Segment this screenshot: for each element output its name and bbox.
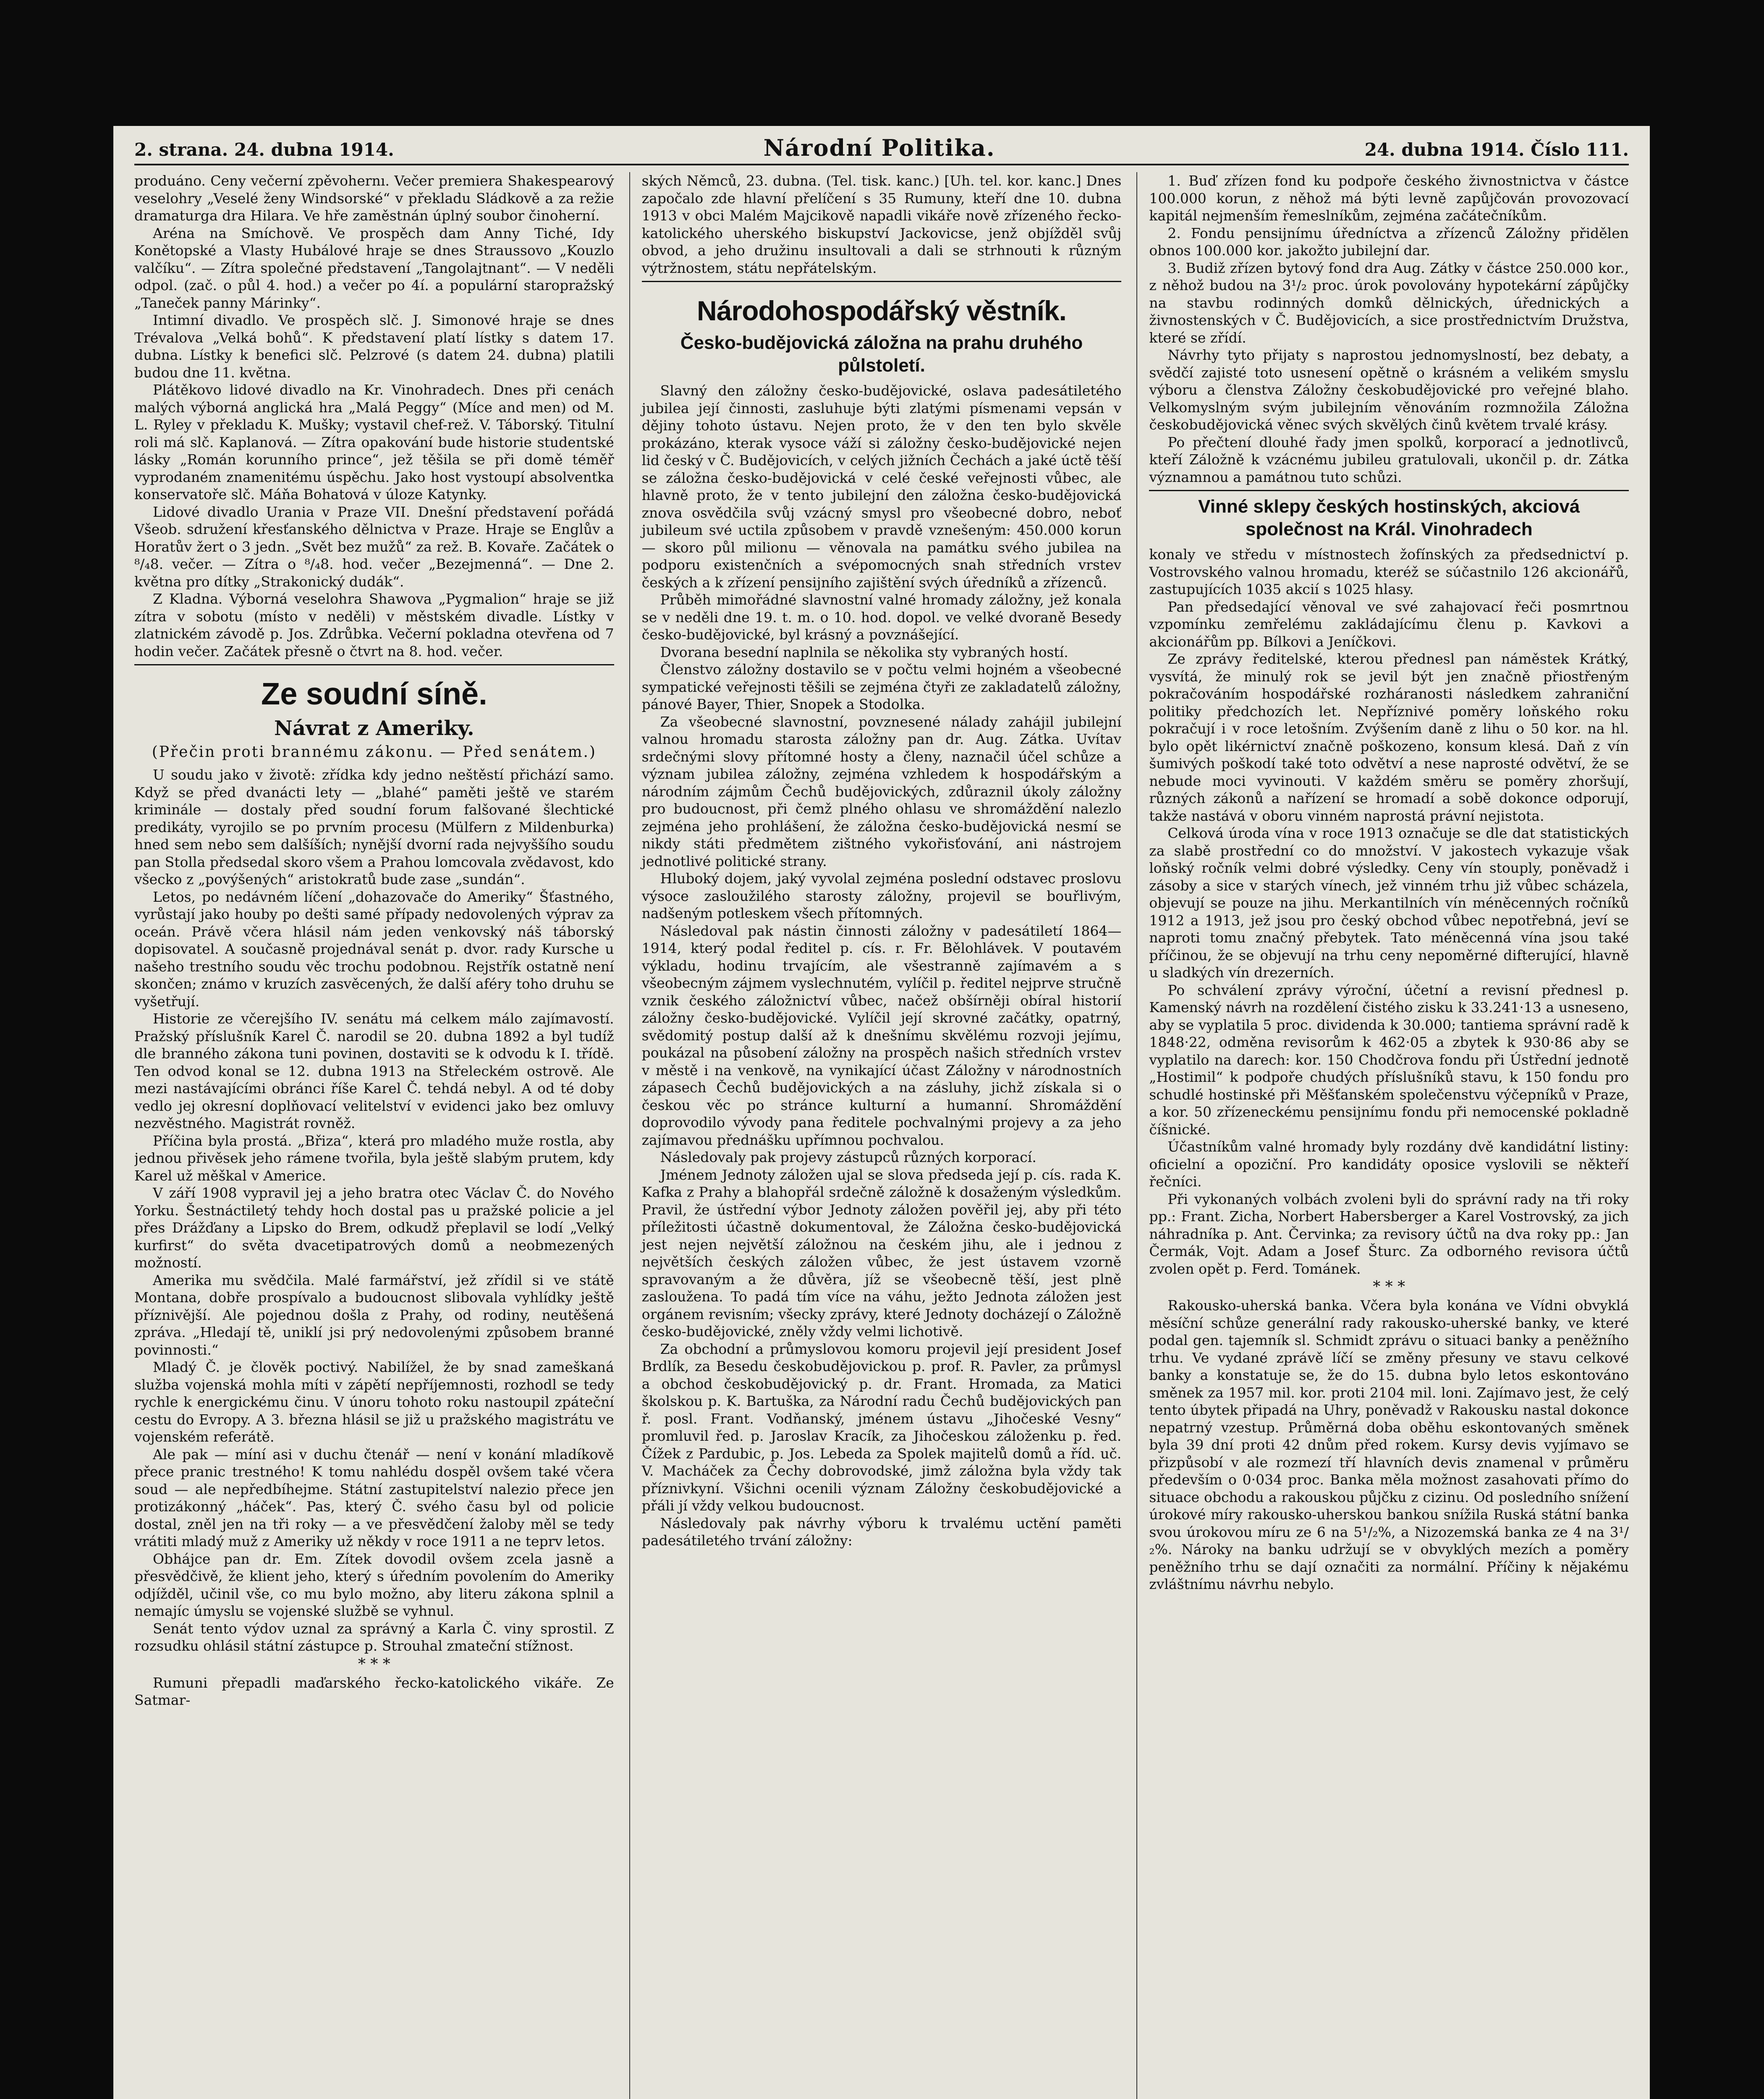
- paragraph: Mladý Č. je člověk poctivý. Nabilížel, že by snad zameškaná služba vojenská mohla míti v zápětí nepříjemnosti, rozhodl se tedy rychle k energickému činu. V únoru tohoto roku nastoupil zpáteční cestu do Evropy. A 3. března hlásil se již u pražského magistrátu ve vojenském referátě.: [134, 1359, 614, 1445]
- section-title-economy: Národohospodářský věstník.: [697, 295, 1066, 326]
- masthead: Národní Politika.: [763, 134, 995, 161]
- paragraph: Členstvo záložny dostavilo se v počtu velmi hojném a všeobecné sympatické veřejnosti těšili se zejména čtyři ze zakladatelů záložny, pánové Bayer, Thier, Snopek a Stodolka.: [641, 661, 1122, 712]
- section-title-court: Ze soudní síně.: [261, 676, 487, 711]
- separator-stars: * * *: [1373, 1278, 1405, 1296]
- paragraph: Ale pak — míní asi v duchu čtenář — není v konání mladíkově přece pranic trestného! K tomu nahlédu dospěl ovšem také včera soud — ale nepředbíhejme. Státní zastupitelství naleziо přece jen protizákonný „háček“. Pas, který Č. svého času byl od policie dostal, zněl jen na tři roky — a ve přesvědčení žaloby měl se tedy vrátiti mladý muž z Ameriky už někdy v roce 1911 a ne teprv letos.: [134, 1446, 614, 1549]
- paragraph: Za obchodní a průmyslovou komoru projevil její president Josef Brdlík, za Besedu českobudějovickou p. prof. R. Pavler, za průmysl a obchod českobudějovický p. dr. Frant. Hromada, za Matici školskou p. K. Bartuška, za Národní radu Čechů budějovických pan ř. posl. Frant. Vodňanský, jménem ústavu „Jihočeské Vesny“ promluvil řed. p. Jaroslav Kracík, za Jihočeskou záloženku p. řed. Čížek z Pardubic, p. Jos. Lebeda za Spolek majitelů domů a říd. uč. V. Macháček za Čechy dobrovodské, jimž záložna byla vždy tak příznivkyní. Všichni ocenili význam Záložny českobudějovické a přáli jí vždy velkou budoucnost.: [641, 1340, 1122, 1514]
- paragraph: Účastníkům valné hromady byly rozdány dvě kandidátní listiny: oficielní a opoziční. Pro kandidáty oposice vyslovili se někteří řečníci.: [1149, 1138, 1629, 1190]
- paragraph: Slavný den záložny česko-budějovické, oslava padesátiletého jubilea její činnosti, zasluhuje býti zlatými písmenami vepsán v dějiny tohoto ústavu. Nejen proto, že v den ten bylo skvěle prokázáno, kterak vysoce váží si záložny česko-budějovické nejen lid český v Č. Budějovicích, v celých jižních Čechách a jaké úctě těší se záložna česko-budějovická v celé české veřejnosti vůbec, ale hlavně proto, že v tento jubilejní den záložna česko-budějovická znova osvědčila svůj vzácný smysl pro všeobecné dobro, neboť jubileum své uctila způsobem v pravdě vznešeným: 450.000 korun — skoro půl milionu — věnovala na památku svého jubilea na podporu existenčních a svépomocných snah středních vrstev českých a k zřízení pensijního zajištění svých úředníků a zřízenců.: [641, 382, 1122, 591]
- paragraph: ských Němců, 23. dubna. (Tel. tisk. kanc.) [Uh. tel. kor. kanc.] Dnes započalo zde hlavní přelíčení s 35 Rumuny, kteří dne 10. dubna 1913 v obci Malém Majcikově napadli vikáře nově zřízeného řecko-katolického uherského biskupství Jackovicse, jenž objížděl svůj obvod, a jeho družinu insultovali a dali se strhnouti k různým výtržnostem, státu nepřátelským.: [641, 173, 1122, 276]
- column-3: [1136, 172, 1629, 2099]
- paragraph: Rakousko-uherská banka. Včera byla konána ve Vídni obvyklá měsíční schůze generální rady rakousko-uherské banky, ve které podal gen. tajemník sl. Schmidt zprávu o situaci banky a peněžního trhu. Ve vydané zprávě líčí se změny přesuny ve stavu celkové banky a konstatuje se, že do 15. dubna bylo letos eskontováno směnek za 1957 mil. kor. proti 2104 mil. loni. Zajímavo jest, že celý tento úbytek připadá na Uhry, poněvadž v Rakousku nastal dokonce nepatrný vzestup. Průměrná doba oběhu eskontovaných směnek byla 39 dní proti 42 dnům před rokem. Kursy devis vyjímavo se přizpůsobí v ale rozmezí tří hlavních devis znamenal v průměru především o 0·034 proc. Banka měla možnost zasahovati přímo do situace obchodu a rakouskou půjčku z cizinu. Od posledního snížení úrokové míry rakousko-uherskou bankou snížila Ruská státní banka svou úrokovou míru ze 6 na 5¹/₂%, a Nizozemská banka ze 4 na 3¹/₂%. Nároky na banku udržují se v obvyklých mezích a poměry peněžního trhu se dají označiti za normální. Příčiny k nějakému zvláštnímu návrhu nebylo.: [1149, 1297, 1629, 1592]
- paragraph: konaly ve středu v místnostech žofínských za předsednictví p. Vostrovského valnou hromadu, kteréž se súčastnilo 126 akcionářů, zastupujících 1035 akcií s 1025 hlasy.: [1149, 546, 1629, 597]
- paragraph: Průběh mimořádné slavnostní valné hromady záložny, jež konala se v neděli dne 19. t. m. o 10. hod. dopol. ve velké dvoraně Besedy česko-budějovické, byl krásný a povznášející.: [641, 591, 1122, 643]
- paragraph: produáno. Ceny večerní zpěvohernı. Večer premiera Shakespearový veselohry „Veselé ženy Windsorské“ v překladu Sládkově a za režie dramaturga dra Hilara. Ve hře zaměstnán úplný soubor činoherní.: [134, 173, 614, 224]
- paragraph: Rumuni přepadli maďarského řecko-katolického vikáře. Ze Satmar-: [134, 1674, 614, 1708]
- header-left: 2. strana. 24. dubna 1914.: [134, 139, 394, 160]
- article-title: Návrat z Ameriky.: [274, 717, 474, 740]
- paragraph: Po schválení zprávy výroční, účetní a revisní přednesl p. Kamenský návrh na rozdělení čistého zisku k 33.241·13 a usneseno, aby se vyplatila 5 proc. dividenda k 30.000; tantiema správní radě k 1848·22, odměna revisorům k 462·05 a zbytek k 930·86 aby se vyplatilo na darech: kor. 150 Chodčrova fondu při Ústřední jednotě „Hostimil“ k podpoře chudých příslušníků stavu, k 150 fondu pro schudlé hostinské při Měšťanském společenstvu výčepníků v Praze, a kor. 50 zřízeneckému pensijnímu fondu při nemocenské pokladně číšnické.: [1149, 981, 1629, 1138]
- column-1: [134, 172, 614, 2099]
- paragraph: Celková úroda vína v roce 1913 označuje se dle dat statistických za slabě prostřední co do množství. V jakostech vykazuje však loňský ročník velmi dobré výsledky. Ceny vín stouply, poněvadž i zásoby a sice v starých vínech, jež vinném trhu již vůbec scházela, objevují se pouze na jihu. Merkantilních vín méněcenných ročníků 1912 a 1913, jež jsou pro český obchod vůbec nepotřebná, jeví se naproti tomu značný přebytek. Tato méněcenná vína jsou také příčinou, že se objevují na trhu ceny nepoměrné difterující, hlavně u sladkých vín drezerních.: [1149, 825, 1629, 981]
- paragraph: Příčina byla prostá. „Břiza“, která pro mladého muže rostla, aby jednou přivěsek jeho rámene tvořila, byla ještě slabým prutem, kdy Karel už měškal v Americe.: [134, 1132, 614, 1184]
- paragraph: Z Kladna. Výborná veselohra Shawova „Pygmalion“ hraje se již zítra v sobotu (místo v neděli) v městském divadle. Lístky v zlatnickém závodě p. Jos. Zdrůbka. Večerní pokladna otevřena od 7 hodin večer. Začátek přesně o čtvrt na 8. hod. večer.: [134, 591, 614, 660]
- paragraph: Intimní divadlo. Ve prospěch slč. J. Simonové hraje se dnes Trévalova „Velká bohů“. K představení platí lístky s datem 17. dubna. Lístky k benefici slč. Pelzrové (s datem 24. dubna) platili budou dne 11. května.: [134, 312, 614, 381]
- page-header: [134, 134, 1629, 165]
- paragraph: Dvorana besední naplnila se několika sty vybraných hostí.: [660, 644, 1068, 660]
- newspaper-page: [113, 126, 1650, 2099]
- divider: [134, 664, 614, 665]
- paragraph: Následovaly pak návrhy výboru k trvalému uctění paměti padesátiletého trvání záložny:: [641, 1515, 1122, 1549]
- article-title: Vinné sklepy českých hostinských, akciová společnost na Král. Vinohradech: [1198, 496, 1580, 539]
- paragraph: Následoval pak nástin činnosti záložny v padesátiletí 1864—1914, který podal ředitel p. cís. r. Fr. Bělohlávek. V poutavém výkladu, hodinu trvajícím, ale všestranně zajímavém a s všeobecným zájmem vyslechnutém, vylíčil p. ředitel nejprve stručně vznik českého záložnictví vůbec, načež obšírněji obíral historií záložny česko-budějovické. Vylíčil její skrovné začátky, opatrný, svědomitý postup další až k dnešnímu skvělému rozvoji jejímu, poukázal na působení záložny na prospěch našich středních vrstev v městě i na venkově, na vynikající účast Záložny v národnostních zápasech Čechů budějovických a na zásluhy, jichž získala si o českou věc po stránce kulturní a humanní. Shromáždění doprovodilo vývody pana ředitele pochvalnými projevy a za jeho zajímavou přednášku upřímnou pochvalou.: [641, 922, 1122, 1148]
- paragraph: Za všeobecné slavnostní, povznesené nálady zahájil jubilejní valnou hromadu starosta záložny pan dr. Aug. Zátka. Uvítav srdečnými slovy přítomné hosty a členy, naznačil účel schůze a význam jubilea záložny, zejména vzhledem k hospodářským a národním zájmům Čechů budějovických, zdůraznil úkoly záložny pro budoucnost, při čemž plného ohlasu ve shromáždění nalezlo zejména jeho prohlášení, že záložna česko-budějovická nesmí se nikdy státi předmětem zištného vykořisťování, ani nástrojem jednotlivé politické strany.: [641, 713, 1122, 869]
- paragraph: Pan předsedající věnoval ve své zahajovací řeči posmrtnou vzpomínku zemřelému zakládajícímu členu p. Kavkovi a akcionářům pp. Bílkovi a Jeníčkovi.: [1149, 598, 1629, 650]
- paragraph: 3. Budiž zřízen bytový fond dra Aug. Zátky v částce 250.000 kor., z něhož budou na 3¹/₂ proc. úrok povolovány hypotekární zápůjčky na stavbu rodinných domků dělnických, úřednických a živnostenských v Č. Budějovicích, a sice prostřednictvím Družstva, které se zřídí.: [1149, 259, 1629, 346]
- header-right: 24. dubna 1914. Číslo 111.: [1364, 139, 1629, 160]
- paragraph: Ze zprávy ředitelské, kterou přednesl pan náměstek Krátký, vysvítá, že minulý rok se jevil být jen značně přiostřeným pokračováním hospodářské rozháranosti následkem zahraniční politiky předchozích let. Nepříznivé poměry loňského roku pokračují i v roce letošním. Zvýšením daně z lihu o 50 kor. na hl. bylo opět likérnictví značně poškozeno, konsum klesá. Daň z vín šumivých poškodí také toto odvětví a nese naprosté odvětví, že se nebude moci vyvinouti. V každém směru se poměry zhoršují, různých zákonů a nařízení se hromadí a sobě dokonce odporují, takže nastává v oboru vinném naprostá právní nejistota.: [1149, 651, 1629, 824]
- paragraph: Senát tento výdov uznal za správný a Karla Č. viny sprostil. Z rozsudku ohlásil státní zástupce p. Strouhal zmateční stížnost.: [134, 1620, 614, 1654]
- columns: [134, 172, 1629, 2099]
- paragraph: 1. Buď zřízen fond ku podpoře českého živnostnictva v částce 100.000 korun, z něhož má býti levně zapůjčován provozovací kapitál nejmenším řemeslníkům, zejména začátečníkům.: [1149, 173, 1629, 224]
- column-2: [629, 172, 1122, 2099]
- paragraph: Následovaly pak projevy zástupců různých korporací.: [660, 1149, 1036, 1165]
- paragraph: Návrhy tyto přijaty s naprostou jednomyslností, bez debaty, a svědčí zajisté toto usnesení opětně o krásném a velikém smyslu výboru a členstva Záložny českobudějovické pro veřejné blaho. Velkomyslným svým jubilejním věnováním rozmnožila Záložna českobudějovická věnec svých skvělých činů květem trvalé krásy.: [1149, 347, 1629, 433]
- paragraph: Lidové divadlo Urania v Praze VII. Dnešní představení pořádá Všeob. sdružení křesťanského dělnictva v Praze. Hraje se Englův a Horatův žert o 3 jedn. „Svět bez mužů“ za rež. B. Kovaře. Začátek o ⁸/₄8. večer. — Zítra o ⁸/₄8. hod. večer „Bezejmenná“. — Dne 2. května pro dítky „Strakonický dudák“.: [134, 503, 614, 590]
- paragraph: Historie ze včerejšího IV. senátu má celkem málo zajímavostí. Pražský příslušník Karel Č. narodil se 20. dubna 1892 a byl tudíž dle branného zákona tuni povinen, dostaviti se k odvodu k I. třídě. Ten odvod konal se 12. dubna 1913 na Střeleckém ostrově. Ale mezi nastávajícími obránci říše Karel Č. tehdá nebyl. A od té doby vedlo jej okresní doplňovací velitelství v evidenci jako bez omluvy nezvěstného. Magistrát rovněž.: [134, 1010, 614, 1131]
- paragraph: Po přečtení dlouhé řady jmen spolků, korporací a jednotlivců, kteří Záložně k vzácnému jubileu gratulovali, ukončil p. dr. Zátka významnou a památnou tuto schůzi.: [1149, 434, 1629, 485]
- paragraph: Jménem Jednoty záložen ujal se slova předseda její p. cís. rada K. Kafka z Prahy a blahopřál srdečně záložně k dosaženým výsledkům. Pravil, že ústřední výbor Jednoty záložen pověřil jej, aby při této příležitosti účastně dokumentoval, že Záložna česko-budějovická jest nejen největší záložnou na českém jihu, ale i jednou z největších českých záložen vůbec, že jest ústavem vzorně spravovaným a že důvěra, jíž se všeobecně těší, jest plně zasloužena. To padá tím více na váhu, ježto Jednota záložen jest orgánem revisním; všecky zprávy, které Jednoty docházejí o Záložně česko-budějovické, zněly vždy velmi lichotivě.: [641, 1166, 1122, 1340]
- divider: [642, 281, 1122, 282]
- paragraph: Aréna na Smíchově. Ve prospěch dam Anny Tiché, Idy Konětopské a Vlasty Hubálové hraje se dnes Straussovo „Kouzlo valčíku“. — Zítra společné představení „Tangolajtnant“. — V neděli odpol. (zač. o půl 4. hod.) a večer po 4í. a populární staropražský „Taneček panny Márinky“.: [134, 225, 614, 311]
- article-subtitle: (Přečin proti brannému zákonu. — Před senátem.): [152, 743, 597, 761]
- paragraph: 2. Fondu pensijnímu úředníctva a zřízenců Záložny přidělen obnos 100.000 kor. jakožto jubilejní dar.: [1149, 225, 1629, 259]
- paragraph: Obhájce pan dr. Em. Zítek dovodil ovšem zcela jasně a přesvědčivě, že klient jeho, který s úředním povolením do Ameriky odjížděl, učinil vše, co mu bylo možno, aby literu zákona splnil a nemajíc úmyslu se vojenské službě se vyhnul.: [134, 1550, 614, 1619]
- divider: [1149, 490, 1629, 491]
- separator-stars: * * *: [358, 1655, 390, 1673]
- paragraph: Amerika mu svědčila. Malé farmářství, jež zřídil si ve státě Montana, dobře prospívalo a budoucnost slibovala vyhlídky ještě příznivější. Ale pojednou došla z Prahy, od rodiny, neutěšená zpráva. „Hledají tě, uniklí jsi prý nedovolenými způsobem branné povinnosti.“: [134, 1272, 614, 1358]
- paragraph: Letos, po nedávném líčení „dohazovače do Ameriky“ Šťastného, vyrůstají jako houby po dešti samé případy nedovolených výprav za oceán. Právě včera hlásil nám jeden venkovský náš táborský dopisovatel. A současně projednával senát p. dvor. rady Kursche u našeho trestního soudu věc trochu podobnou. Rejstřík ostatně není skončen; známo v kruzích zasvěcených, že další aféry toho druhu se vyšetřují.: [134, 888, 614, 1010]
- paragraph: U soudu jako v životě: zřídka kdy jedno neštěstí přichází samo. Když se před dvanácti lety — „blahé“ paměti ještě ve starém kriminále — dostaly před soudní forum falšované šlechtické predikáty, vyrojilo se po prvním procesu (Mülfern z Mildenburka) hned sem nebo sem dalšíších; nynější dvorní rada nejvyššího soudu pan Stolla předsedal skoro všem a Prahou lomcovala zvědavost, kdo všecko z „povýšených“ aristokratů bude zase „sundán“.: [134, 767, 614, 887]
- paragraph: V září 1908 vypravil jej a jeho bratra otec Václav Č. do Nového Yorku. Šestnáctiletý tehdy hoch dostal pas u pražské policie a jel přes Drážďany a Lipsko do Brem, odkudž přeplavil se lodí „Velký kurfirst“ do světa dvacetipatrových domů a neobmezených možností.: [134, 1185, 614, 1271]
- article-title: Česko-budějovická záložna na prahu druhého půlstoletí.: [680, 332, 1083, 376]
- paragraph: Při vykonaných volbách zvoleni byli do správní rady na tři roky pp.: Frant. Zicha, Norbert Habersberger a Karel Vostrovský, za jich náhradníka p. Ant. Červinka; za revisory účtů na dva roky pp.: Jan Čermák, Vojt. Adam a Josef Šturc. Za odborného revisora účtů zvolen opět p. Ferd. Tománek.: [1149, 1191, 1629, 1277]
- paragraph: Plátěkovo lidové divadlo na Kr. Vinohradech. Dnes při cenách malých výborná anglická hra „Malá Peggy“ (Míce and men) od M. L. Ryley v překladu K. Mušky; vystavil chef-rež. V. Táborský. Titulní roli má slč. Kaplanová. — Zítra opakování bude historie studentské lásky „Román korunního prince“, jež těšila se při domě téměř vyprodaném znamenitému úspěchu. Jako host vystoupí absolventka konservatoře slč. Máňa Bohatová v úloze Katynky.: [134, 382, 614, 503]
- paragraph: Hluboký dojem, jaký vyvolal zejména poslední odstavec proslovu výsoce zasloužilého starosty záložny, projevil se bouřlivým, nadšeným potleskem všech přítomných.: [641, 870, 1122, 921]
